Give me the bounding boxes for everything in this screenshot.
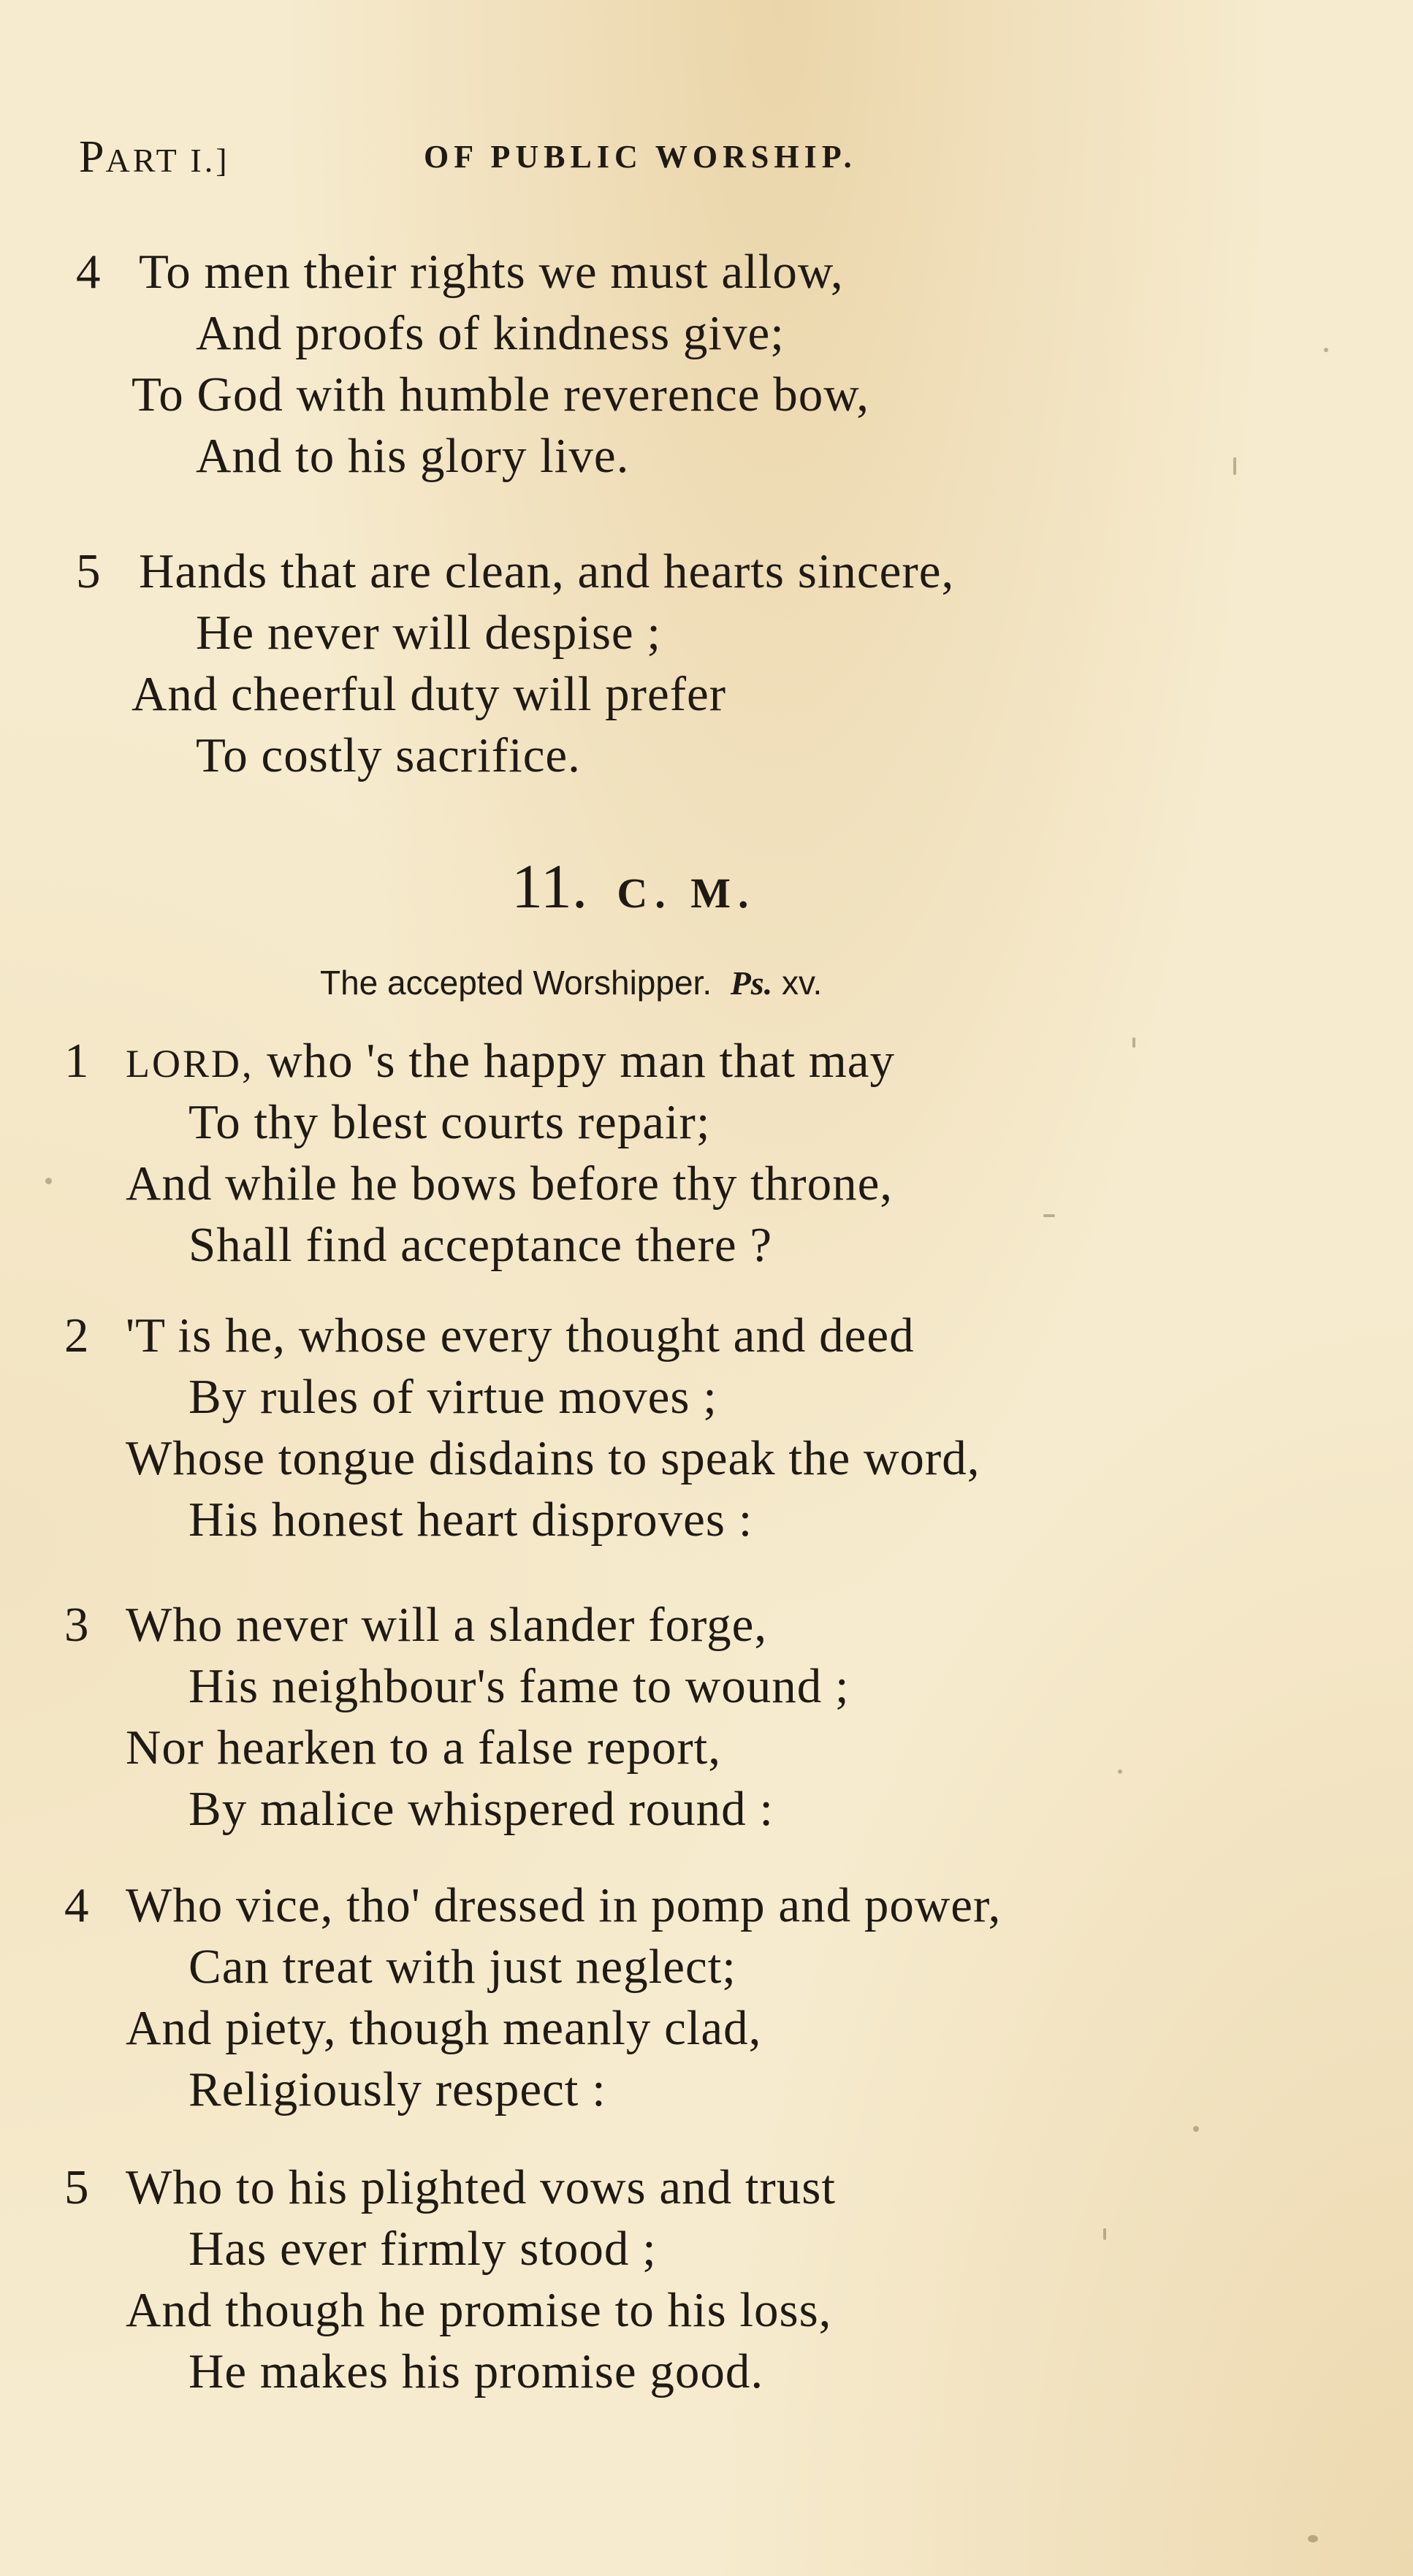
paper-speck: [1103, 2228, 1106, 2240]
stanza-number: 4: [76, 245, 101, 299]
paper-speck: [1233, 457, 1236, 475]
verse-line: And to his glory live.: [196, 429, 630, 483]
verse-line: He never will despise ;: [196, 606, 661, 660]
verse-line: By rules of virtue moves ;: [188, 1370, 717, 1424]
verse-line: LORD, who 's the happy man that may: [126, 1034, 896, 1088]
verse-line: By malice whispered round :: [188, 1782, 774, 1836]
stanza-number: 3: [64, 1598, 89, 1652]
verse-line: Has ever firmly stood ;: [188, 2222, 657, 2276]
verse-line: Hands that are clean, and hearts sincere,: [139, 544, 955, 598]
paper-speck: [1193, 2126, 1199, 2132]
verse-line: And though he promise to his loss,: [126, 2283, 832, 2337]
paper-speck: [1118, 1769, 1122, 1774]
stanza-number: 1: [64, 1034, 89, 1088]
verse-line: 'T is he, whose every thought and deed: [126, 1308, 915, 1363]
verse-line: Who never will a slander forge,: [126, 1598, 768, 1652]
verse-line: To God with humble reverence bow,: [132, 367, 870, 422]
verse-line: Can treat with just neglect;: [188, 1940, 736, 1994]
verse-line: Nor hearken to a false report,: [126, 1720, 722, 1775]
stanza-number: 4: [64, 1878, 89, 1932]
hymn-meter: C. M.: [617, 869, 756, 917]
verse-line: He makes his promise good.: [188, 2344, 764, 2398]
verse-line: Who to his plighted vows and trust: [126, 2160, 836, 2214]
verse-line: And piety, though meanly clad,: [126, 2001, 762, 2055]
verse-line: Religiously respect :: [188, 2062, 606, 2116]
verse-line: Shall find acceptance there ?: [188, 1218, 773, 1272]
paper-speck: [1043, 1214, 1055, 1217]
stanza-number: 5: [76, 544, 101, 598]
verse-line: His neighbour's fame to wound ;: [188, 1659, 850, 1713]
hymn-heading: [511, 850, 755, 923]
verse-line: Who vice, tho' dressed in pomp and power,: [126, 1878, 1002, 1932]
paper-speck: [1308, 2535, 1318, 2542]
verse-line: And while he bows before thy throne,: [126, 1156, 894, 1211]
running-header-title: OF PUBLIC WORSHIP.: [424, 139, 857, 175]
verse-line: To costly sacrifice.: [196, 728, 581, 782]
paper-speck: [45, 1178, 52, 1184]
stanza-number: 5: [64, 2160, 89, 2214]
verse-line: And proofs of kindness give;: [196, 306, 785, 360]
stanza-number: 2: [64, 1308, 89, 1363]
verse-line: To thy blest courts repair;: [188, 1095, 711, 1149]
verse-line: Whose tongue disdains to speak the word,: [126, 1431, 980, 1485]
verse-line: His honest heart disproves :: [188, 1493, 753, 1547]
verse-line: And cheerful duty will prefer: [132, 667, 727, 721]
hymn-subtitle: The accepted Worshipper. Ps. xv.: [320, 964, 823, 1002]
hymn-number: 11.: [511, 851, 588, 921]
verse-line: To men their rights we must allow,: [139, 245, 844, 299]
running-header-part: PART I.]: [79, 132, 230, 182]
paper-speck: [1132, 1037, 1135, 1048]
paper-speck: [1324, 348, 1328, 352]
